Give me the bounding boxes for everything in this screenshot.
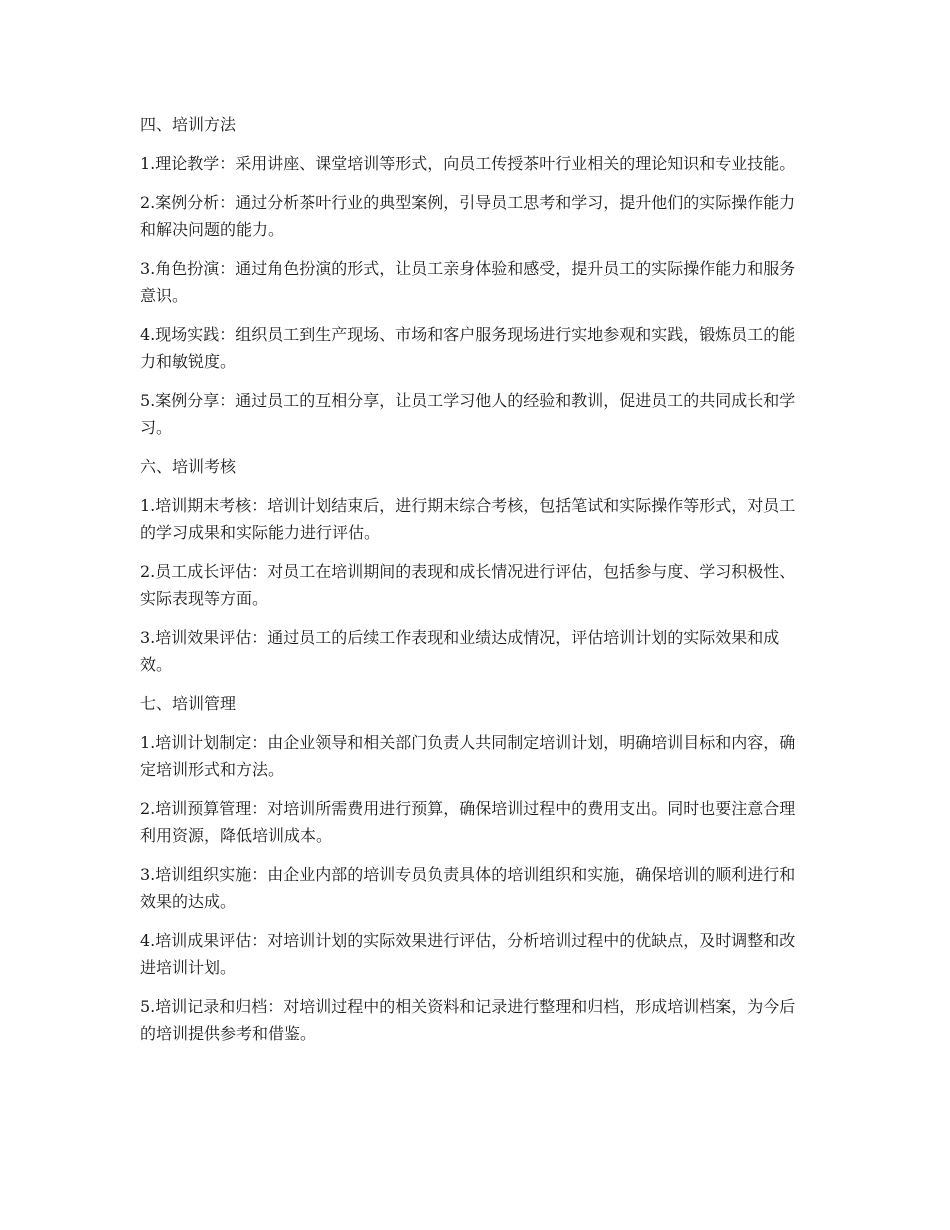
list-item: 4.培训成果评估：对培训计划的实际效果进行评估，分析培训过程中的优缺点，及时调整和改进培训计划。	[140, 931, 796, 977]
list-item: 2.案例分析：通过分析茶叶行业的典型案例，引导员工思考和学习，提升他们的实际操作能力和解决问题的能力。	[140, 193, 796, 239]
list-item: 2.员工成长评估：对员工在培训期间的表现和成长情况进行评估，包括参与度、学习积极性、实际表现等方面。	[140, 562, 796, 608]
list-item: 1.培训计划制定：由企业领导和相关部门负责人共同制定培训计划，明确培训目标和内容，确定培训形式和方法。	[140, 733, 796, 779]
list-item: 5.培训记录和归档：对培训过程中的相关资料和记录进行整理和归档，形成培训档案，为今后的培训提供参考和借鉴。	[140, 997, 796, 1043]
section-training-management	[140, 690, 808, 1047]
list-item: 5.案例分享：通过员工的互相分享，让员工学习他人的经验和教训，促进员工的共同成长和学习。	[140, 391, 796, 437]
list-item: 1.培训期末考核：培训计划结束后，进行期末综合考核，包括笔试和实际操作等形式，对员工的学习成果和实际能力进行评估。	[140, 496, 796, 542]
list-item: 1.理论教学：采用讲座、课堂培训等形式，向员工传授茶叶行业相关的理论知识和专业技能。	[140, 154, 796, 173]
list-item: 3.角色扮演：通过角色扮演的形式，让员工亲身体验和感受，提升员工的实际操作能力和服务意识。	[140, 259, 796, 305]
section-heading: 七、培训管理	[140, 694, 237, 713]
list-item: 2.培训预算管理：对培训所需费用进行预算，确保培训过程中的费用支出。同时也要注意合理利用资源，降低培训成本。	[140, 799, 796, 845]
list-item: 3.培训效果评估：通过员工的后续工作表现和业绩达成情况，评估培训计划的实际效果和成效。	[140, 628, 780, 674]
list-item: 4.现场实践：组织员工到生产现场、市场和客户服务现场进行实地参观和实践，锻炼员工的能力和敏锐度。	[140, 325, 796, 371]
section-training-assessment	[140, 453, 808, 678]
section-heading: 六、培训考核	[140, 457, 237, 476]
section-training-methods	[140, 111, 808, 441]
document-page	[140, 111, 808, 1059]
list-item: 3.培训组织实施：由企业内部的培训专员负责具体的培训组织和实施，确保培训的顺利进行和效果的达成。	[140, 865, 796, 911]
section-heading: 四、培训方法	[140, 115, 237, 134]
